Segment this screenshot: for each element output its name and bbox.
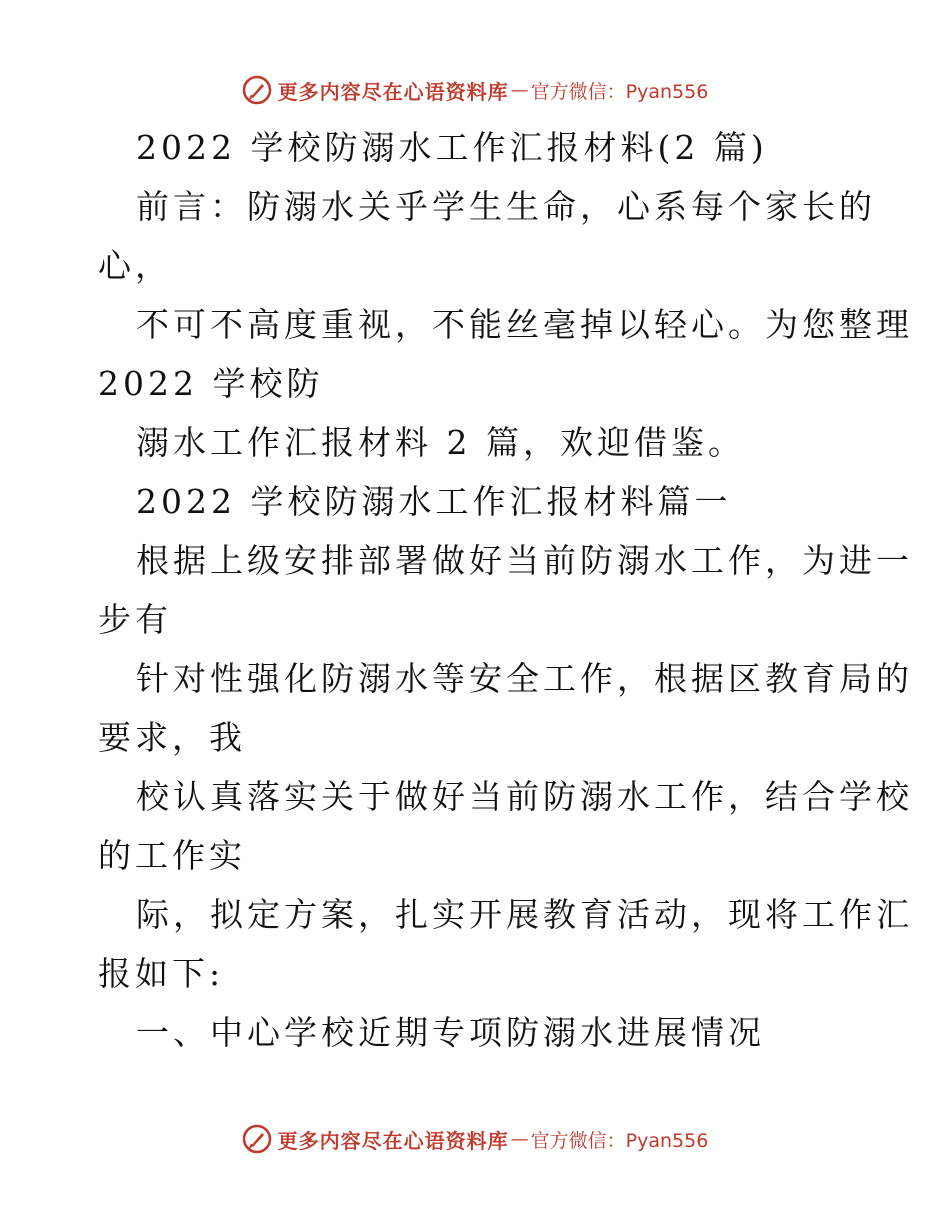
footer-dash: — [510,1128,529,1150]
quill-pen-logo-icon [242,75,272,105]
footer-banner [0,1119,950,1159]
header-wechat-text: 官方微信：Pyan556 [530,80,709,103]
subsection-heading: 一、中心学校近期专项防溺水进展情况 [136,1013,765,1052]
paragraph-line: 不可不高度重视，不能丝毫掉以轻心。为您整理 [136,305,913,344]
header-dash: — [510,79,529,101]
section-heading: 2022 学校防溺水工作汇报材料篇一 [136,482,732,521]
footer-brand-text: 更多内容尽在心语资料库 [277,1128,509,1153]
footer-wechat-text: 官方微信：Pyan556 [530,1129,709,1152]
paragraph-line: 心， [98,246,172,285]
header-banner [0,70,950,110]
paragraph-line: 针对性强化防溺水等安全工作，根据区教育局的 [136,659,913,698]
quill-pen-logo-icon [242,1124,272,1154]
paragraph-line: 报如下: [98,954,225,993]
paragraph-line: 前言：防溺水关乎学生生命，心系每个家长的 [136,187,876,226]
paragraph-line: 2022 学校防 [98,364,324,403]
paragraph-line: 步有 [98,600,172,639]
paragraph-line: 根据上级安排部署做好当前防溺水工作，为进一 [136,541,913,580]
document-body [98,118,913,1062]
paragraph-line: 的工作实 [98,836,246,875]
document-title: 2022 学校防溺水工作汇报材料(2 篇) [136,128,768,167]
paragraph-line: 溺水工作汇报材料 2 篇，欢迎借鉴。 [136,423,745,462]
header-brand-text: 更多内容尽在心语资料库 [277,79,509,104]
paragraph-line: 要求，我 [98,718,246,757]
paragraph-line: 际，拟定方案，扎实开展教育活动，现将工作汇 [136,895,913,934]
paragraph-line: 校认真落实关于做好当前防溺水工作，结合学校 [136,777,913,816]
